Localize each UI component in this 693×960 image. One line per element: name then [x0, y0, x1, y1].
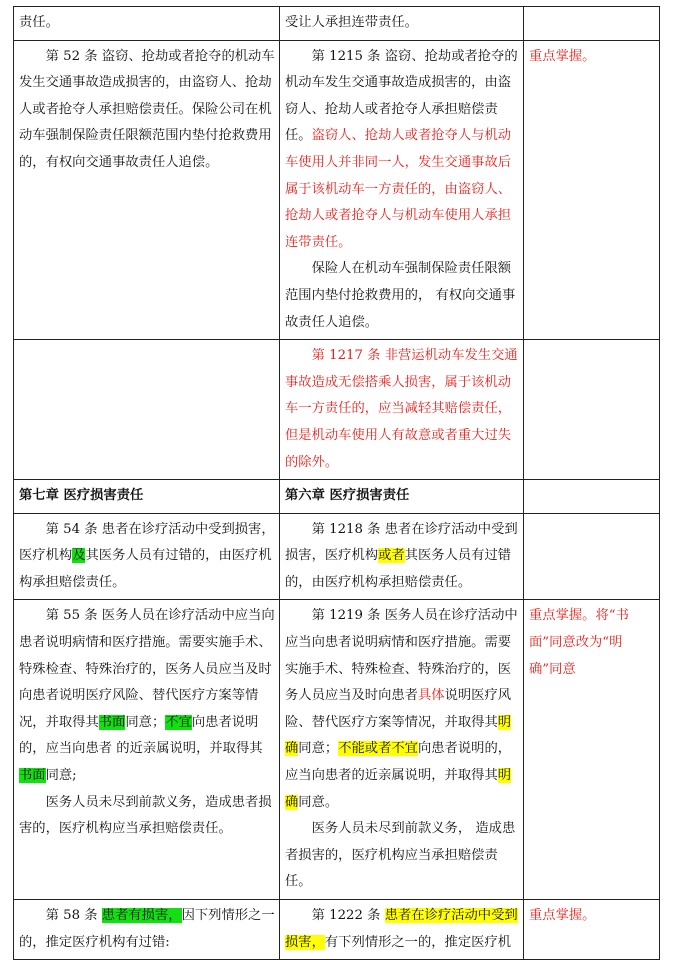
- highlight-yellow: 患者在诊疗活动中受到损害，: [285, 908, 518, 950]
- article-58-text: [19, 903, 275, 956]
- text-span: 同意；: [298, 741, 339, 757]
- text-span: 其医务人员有过错的，由医疗机构承担赔偿责任。: [19, 548, 272, 590]
- highlight-green: 患者有损害，: [101, 908, 182, 923]
- table-row: [14, 7, 660, 41]
- note-cell: [524, 480, 660, 514]
- text-span: 同意;: [45, 768, 77, 784]
- highlight-green: 不宜: [165, 714, 192, 730]
- old-law-cell: [14, 7, 280, 41]
- text-span: 向患者说明的，应当向患者 的近亲属说明，并取得其: [19, 714, 263, 757]
- text-span: 第 54 条 患者在诊疗活动中受到损害，医疗机构: [19, 521, 275, 564]
- table-row: [14, 340, 660, 480]
- article-1215-paragraph: [285, 44, 519, 257]
- highlight-yellow: 或者: [378, 548, 405, 564]
- text-span: 第 1222 条: [311, 908, 385, 923]
- highlight-yellow: 明确: [285, 714, 512, 757]
- text-span: 第 55 条 医务人员在诊疗活动中应当向患者说明病情和医疗措施。需要实施手术、特殊检查、特殊治疗的，医务人员应当及时向患者说明医疗风险、替代医疗方案等情况，并取得其: [19, 608, 275, 730]
- note-cell: [524, 340, 660, 480]
- text-span: 有下列情形之一的，推定医疗机: [324, 934, 512, 950]
- table-row: [14, 600, 660, 900]
- law-comparison-table: [13, 6, 660, 960]
- note-cell: [524, 7, 660, 41]
- old-law-cell: [14, 513, 280, 600]
- text-span: 第 58 条: [45, 908, 102, 923]
- text-span: 同意。: [298, 794, 339, 810]
- highlight-green: 书面: [98, 714, 126, 730]
- new-law-cell: [280, 513, 524, 600]
- note-text: 重点掌握。: [529, 908, 596, 923]
- article-54-text: [19, 517, 275, 597]
- table-row: [14, 480, 660, 514]
- text-span: 第 1218 条 患者在诊疗活动中受到损害，医疗机构: [285, 521, 518, 564]
- chapter-heading-old: 第七章 医疗损害责任: [14, 480, 280, 514]
- highlight-yellow: 不能或者不宜: [338, 741, 418, 757]
- text-span: 其医务人员有过错的，由医疗机构承担赔偿责任。: [285, 548, 512, 590]
- table-row: [14, 40, 660, 340]
- added-text-red: 盗窃人、抢劫人或者抢夺人与机动车使用人并非同一人，发生交通事故后属于该机动车一方责任的，由盗窃人、抢劫人或者抢夺人与机动车使用人承担连带责任。: [285, 128, 512, 250]
- text-span: 同意；: [125, 714, 166, 730]
- new-law-cell: [280, 7, 524, 41]
- article-1222-text: [285, 903, 519, 956]
- note-text: 重点掌握。将“书面”同意改为“明确”同意: [529, 608, 629, 677]
- article-55-paragraph-2: 医务人员未尽到前款义务，造成患者损害的，医疗机构应当承担赔偿责任。: [19, 794, 272, 837]
- old-law-cell: [14, 340, 280, 480]
- text-span: 第 1219 条 医务人员在诊疗活动中应当向患者说明病情和医疗措施。需要实施手术、特殊检查、特殊治疗的，医务人员应当及时向患者: [285, 608, 518, 704]
- highlight-green: 书面: [19, 768, 46, 784]
- cell-text: 责任。: [19, 15, 59, 30]
- article-1219-paragraph-2: 医务人员未尽到前款义务， 造成患者损害的，医疗机构应当承担赔偿责任。: [285, 821, 516, 890]
- note-cell: [524, 40, 660, 340]
- article-1215-text: 第 1215 条 盗窃、抢劫或者抢夺的机动车发生交通事故造成损害的，由盗窃人、抢劫人或者抢夺人承担赔偿责任。: [285, 48, 518, 144]
- note-cell: [524, 900, 660, 960]
- note-text: 重点掌握。: [529, 48, 596, 64]
- article-1218-text: [285, 517, 519, 597]
- highlight-green: 及: [72, 548, 86, 564]
- text-span: 说明医疗风险、替代医疗方案等情况，并取得其: [285, 688, 512, 730]
- added-text-red: 具体: [417, 688, 445, 704]
- article-1219-text: [285, 603, 519, 816]
- new-law-cell: [280, 40, 524, 340]
- chapter-heading-new: 第六章 医疗损害责任: [280, 480, 524, 514]
- text-span: 因下列情形之一的，推定医疗机构有过错:: [19, 908, 275, 950]
- article-55-text: [19, 603, 275, 789]
- note-cell: [524, 513, 660, 600]
- old-law-cell: [14, 600, 280, 900]
- table-row: [14, 900, 660, 960]
- article-1215-paragraph-2: 保险人在机动车强制保险责任限额范围内垫付抢救费用的， 有权向交通事故责任人追偿。: [285, 261, 516, 330]
- new-law-cell: [280, 340, 524, 480]
- article-1217-text: 第 1217 条 非营运机动车发生交通事故造成无偿搭乘人损害，属于该机动车一方责任的，应当减轻其赔偿责任，但是机动车使用人有故意或者重大过失的除外。: [285, 348, 518, 470]
- new-law-cell: [280, 900, 524, 960]
- highlight-yellow: 明确: [285, 768, 512, 810]
- text-span: 向患者说明的，应当向患者的近亲属说明，并取得其: [285, 741, 512, 784]
- note-cell: [524, 600, 660, 900]
- old-law-cell: [14, 40, 280, 340]
- table-row: [14, 513, 660, 600]
- old-law-cell: [14, 900, 280, 960]
- cell-text: 受让人承担连带责任。: [285, 15, 418, 30]
- article-52-text: 第 52 条 盗窃、抢劫或者抢夺的机动车发生交通事故造成损害的，由盗窃人、抢劫人或者抢夺人承担赔偿责任。保险公司在机动车强制保险责任限额范围内垫付抢救费用的，有权向交通事故责任人追偿。: [19, 48, 275, 170]
- new-law-cell: [280, 600, 524, 900]
